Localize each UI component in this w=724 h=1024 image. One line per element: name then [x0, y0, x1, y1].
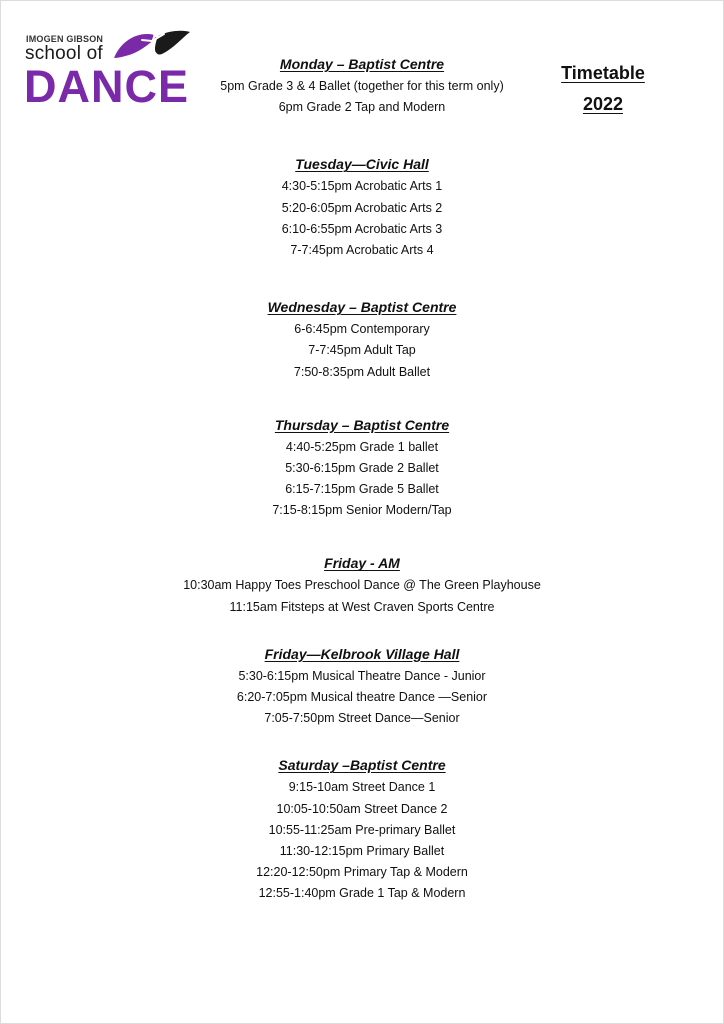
session-item: 6-6:45pm Contemporary — [294, 322, 430, 337]
logo-owner-name: IMOGEN GIBSON — [26, 34, 104, 44]
day-title: Monday – Baptist Centre — [279, 56, 445, 72]
day-block-saturday — [0, 753, 724, 904]
day-block-tuesday — [0, 152, 724, 261]
day-title: Friday - AM — [324, 555, 400, 572]
day-block-monday — [0, 52, 724, 118]
day-title: Tuesday—Civic Hall — [295, 156, 429, 173]
session-item: 6:20-7:05pm Musical theatre Dance —Senior — [236, 690, 488, 704]
day-title: Thursday – Baptist Centre — [274, 416, 450, 433]
session-item: 6:15-7:15pm Grade 5 Ballet — [285, 482, 439, 497]
session-item: 7:50-8:35pm Adult Ballet — [293, 364, 431, 379]
session-item: 10:30am Happy Toes Preschool Dance @ The Green Playhouse — [183, 578, 541, 593]
session-item: 6pm Grade 2 Tap and Modern — [278, 100, 446, 115]
logo-school-of: school of — [25, 43, 103, 64]
session-item: 10:05-10:50am Street Dance 2 — [276, 801, 448, 816]
session-item: 4:30-5:15pm Acrobatic Arts 1 — [281, 179, 443, 194]
session-item: 12:20-12:50pm Primary Tap & Modern — [256, 865, 468, 880]
day-block-friday-am — [0, 551, 724, 617]
session-item: 11:15am Fitsteps at West Craven Sports Centre — [229, 599, 495, 614]
day-title: Friday—Kelbrook Village Hall — [264, 645, 460, 662]
session-item: 10:55-11:25am Pre-primary Ballet — [268, 822, 456, 837]
session-item: 6:10-6:55pm Acrobatic Arts 3 — [281, 221, 443, 236]
session-item: 12:55-1:40pm Grade 1 Tap & Modern — [258, 886, 466, 901]
timetable-title: Timetable — [561, 63, 645, 83]
session-item: 7-7:45pm Adult Tap — [308, 343, 416, 358]
session-item: 5:20-6:05pm Acrobatic Arts 2 — [281, 200, 443, 215]
day-title: Saturday –Baptist Centre — [278, 757, 446, 774]
session-item: 9:15-10am Street Dance 1 — [288, 780, 436, 795]
session-item: 11:30-12:15pm Primary Ballet — [279, 843, 445, 858]
session-item: 4:40-5:25pm Grade 1 ballet — [285, 439, 439, 454]
day-block-friday-evening — [0, 642, 724, 730]
day-title: Wednesday – Baptist Centre — [267, 299, 457, 316]
session-item: 5pm Grade 3 & 4 Ballet (together for this term only) — [220, 79, 504, 93]
session-item: 5:30-6:15pm Musical Theatre Dance - Junior — [238, 668, 486, 683]
session-item: 7:05-7:50pm Street Dance—Senior — [264, 711, 460, 726]
session-item: 7:15-8:15pm Senior Modern/Tap — [272, 503, 452, 518]
logo-dance-word: DANCE — [24, 61, 190, 112]
session-item: 5:30-6:15pm Grade 2 Ballet — [285, 460, 439, 475]
day-block-thursday — [0, 413, 724, 522]
timetable-year: 2022 — [582, 94, 624, 114]
day-block-wednesday — [0, 295, 724, 383]
session-item: 7-7:45pm Acrobatic Arts 4 — [290, 242, 434, 257]
weekly-schedule — [0, 52, 724, 905]
